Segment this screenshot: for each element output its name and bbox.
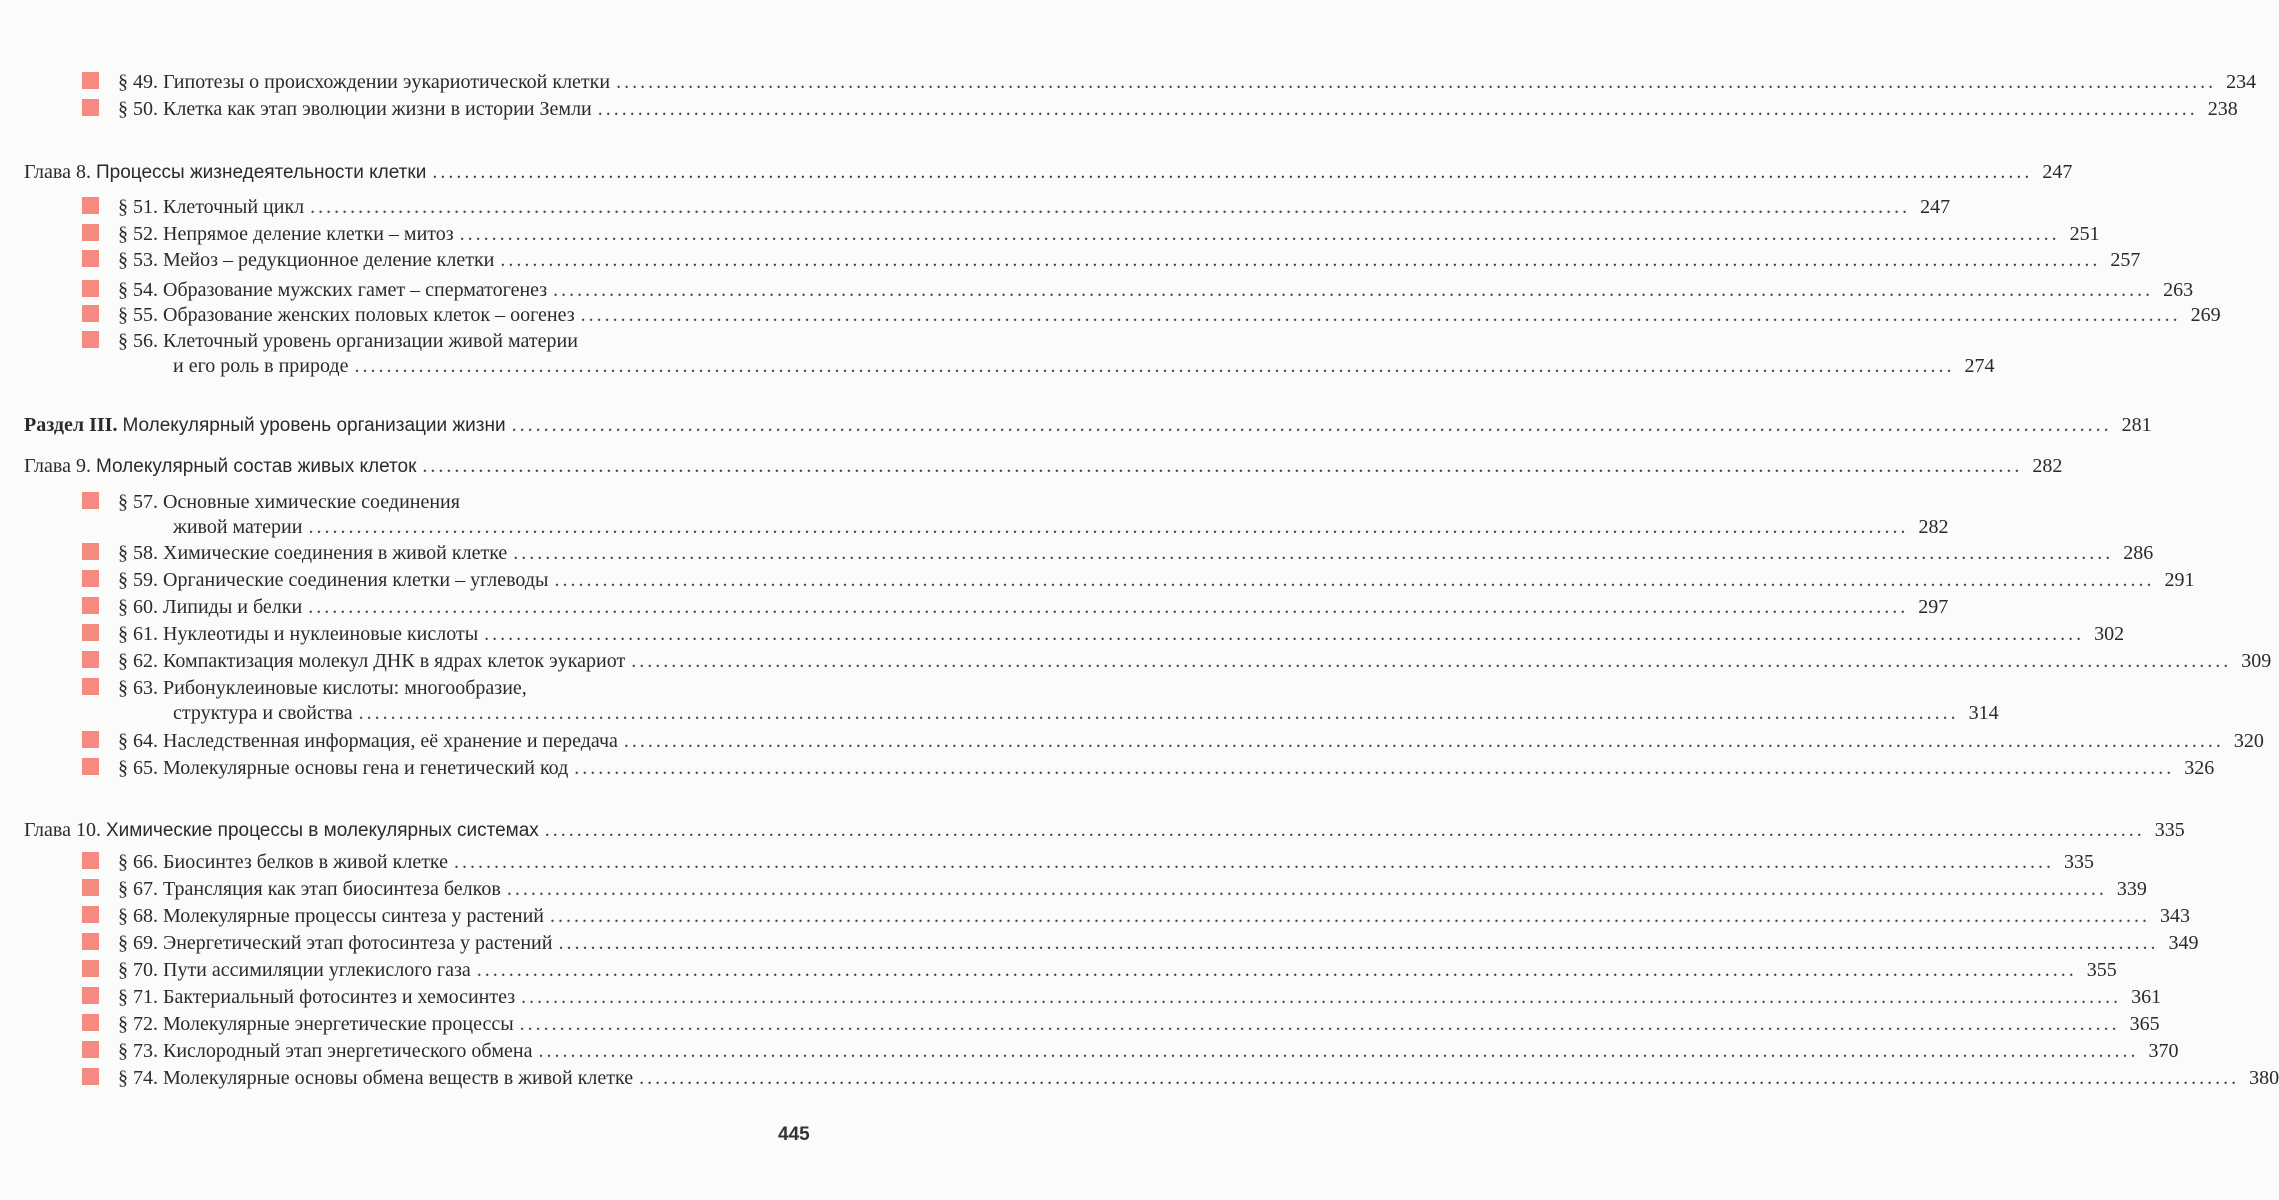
paragraph-marker-icon [82,960,99,977]
paragraph-marker-icon [82,879,99,896]
entry-page-number: 309 [2241,650,2272,672]
dot-leader: ........................................................................................................................................................................................................ [623,730,2224,752]
entry-title: Трансляция как этап биосинтеза белков [163,878,501,900]
entry-page-number: 326 [2184,757,2215,779]
paragraph-number: § 54. [118,279,158,301]
entry-title: Кислородный этап энергетического обмена [163,1040,533,1062]
paragraph-number: § 70. [118,959,158,981]
paragraph-marker-icon [82,570,99,587]
entry-title: Энергетический этап фотосинтеза у растений [163,932,553,954]
entry-title: Липиды и белки [163,596,303,618]
entry-page-number: 335 [2064,851,2095,873]
toc-paragraph-entry[interactable] [0,930,2199,956]
toc-paragraph-entry[interactable] [0,648,2272,674]
entry-page-number: 247 [1920,196,1951,218]
entry-page-number: 314 [1968,702,1999,724]
paragraph-marker-icon [82,987,99,1004]
paragraph-marker-icon [82,197,99,214]
paragraph-marker-icon [82,1041,99,1058]
dot-leader: ........................................................................................................................................................................................................ [544,819,2145,841]
toc-paragraph-entry[interactable] [0,69,2257,95]
paragraph-marker-icon [82,250,99,267]
dot-leader: ........................................................................................................................................................................................................ [558,932,2159,954]
entry-title: и его роль в природе [173,355,349,377]
dot-leader: ........................................................................................................................................................................................................ [574,757,2175,779]
entry-page-number: 238 [2207,98,2238,120]
entry-page-number: 282 [2032,455,2063,477]
paragraph-number: § 62. [118,650,158,672]
toc-paragraph-entry[interactable] [0,567,2195,593]
toc-paragraph-entry[interactable] [0,247,2141,273]
dot-leader: ........................................................................................................................................................................................................ [639,1067,2240,1089]
entry-page-number: 297 [1918,596,1949,618]
toc-paragraph-entry[interactable] [0,1065,2279,1091]
entry-title: Гипотезы о происхождении эукариотической клетки [163,71,611,93]
paragraph-marker-icon [82,1068,99,1085]
heading-prefix: Раздел III. [24,414,118,436]
paragraph-number: § 66. [118,851,158,873]
toc-paragraph-entry[interactable] [0,876,2147,902]
dot-leader: ........................................................................................................................................................................................................ [554,569,2155,591]
toc-paragraph-entry[interactable] [0,755,2215,781]
paragraph-number: § 57. [118,491,158,513]
paragraph-number: § 64. [118,730,158,752]
dot-leader: ........................................................................................................................................................................................................ [513,542,2114,564]
dot-leader: ........................................................................................................................................................................................................ [432,161,2033,183]
paragraph-number: § 53. [118,249,158,271]
entry-page-number: 286 [2123,542,2154,564]
paragraph-number: § 55. [118,304,158,326]
paragraph-marker-icon [82,224,99,241]
paragraph-number: § 56. [118,330,158,352]
entry-page-number: 257 [2110,249,2141,271]
toc-paragraph-entry[interactable] [0,194,1951,220]
paragraph-marker-icon [82,597,99,614]
entry-title: Органические соединения клетки – углеводы [163,569,549,591]
toc-paragraph-entry[interactable] [0,1038,2179,1064]
paragraph-number: § 73. [118,1040,158,1062]
dot-leader: ........................................................................................................................................................................................................ [358,702,1959,724]
entry-page-number: 343 [2160,905,2191,927]
entry-title: Пути ассимиляции углекислого газа [163,959,471,981]
entry-title: Молекулярный уровень организации жизни [122,415,506,436]
entry-title: Рибонуклеиновые кислоты: многообразие, [163,677,527,699]
paragraph-number: § 68. [118,905,158,927]
entry-page-number: 349 [2168,932,2199,954]
toc-chapter-entry[interactable] [0,817,2185,843]
paragraph-number: § 51. [118,196,158,218]
toc-section-entry[interactable] [0,412,2152,438]
dot-leader: ........................................................................................................................................................................................................ [310,196,1911,218]
entry-page-number: 335 [2154,819,2185,841]
dot-leader: ........................................................................................................................................................................................................ [354,355,1955,377]
paragraph-marker-icon [82,678,99,695]
dot-leader: ........................................................................................................................................................................................................ [550,905,2151,927]
entry-page-number: 281 [2121,414,2152,436]
entry-title: Бактериальный фотосинтез и хемосинтез [163,986,516,1008]
paragraph-marker-icon [82,758,99,775]
entry-title: Химические процессы в молекулярных системах [105,820,539,841]
dot-leader: ........................................................................................................................................................................................................ [500,249,2101,271]
dot-leader: ........................................................................................................................................................................................................ [511,414,2112,436]
paragraph-marker-icon [82,651,99,668]
entry-title: Молекулярные основы гена и генетический код [163,757,569,779]
paragraph-marker-icon [82,72,99,89]
entry-title: Наследственная информация, её хранение и передача [163,730,618,752]
paragraph-marker-icon [82,280,99,297]
entry-title: Процессы жизнедеятельности клетки [95,162,427,183]
entry-page-number: 291 [2164,569,2195,591]
paragraph-number: § 65. [118,757,158,779]
paragraph-marker-icon [82,933,99,950]
dot-leader: ........................................................................................................................................................................................................ [521,986,2122,1008]
dot-leader: ........................................................................................................................................................................................................ [476,959,2077,981]
entry-title: живой материи [173,516,303,538]
paragraph-number: § 59. [118,569,158,591]
entry-title: Биосинтез белков в живой клетке [163,851,449,873]
toc-chapter-entry[interactable] [0,159,2073,185]
toc-paragraph-entry[interactable] [0,221,2100,247]
entry-title: Нуклеотиды и нуклеиновые кислоты [163,623,479,645]
paragraph-number: § 61. [118,623,158,645]
toc-paragraph-entry[interactable] [0,984,2162,1010]
entry-title: структура и свойства [173,702,353,724]
entry-title: Непрямое деление клетки – митоз [163,223,454,245]
paragraph-marker-icon [82,99,99,116]
paragraph-number: § 71. [118,986,158,1008]
heading-prefix: Глава 9. [24,455,91,477]
toc-paragraph-entry[interactable] [0,728,2264,754]
toc-paragraph-entry[interactable] [0,540,2154,566]
entry-page-number: 320 [2233,730,2264,752]
dot-leader: ........................................................................................................................................................................................................ [308,596,1909,618]
toc-paragraph-entry[interactable] [0,957,2117,983]
entry-page-number: 302 [2094,623,2125,645]
entry-page-number: 274 [1964,355,1995,377]
entry-title: Основные химические соединения [163,491,460,513]
entry-page-number: 361 [2131,986,2162,1008]
paragraph-marker-icon [82,305,99,322]
paragraph-number: § 50. [118,98,158,120]
toc-paragraph-entry[interactable] [0,594,1949,620]
entry-title: Химические соединения в живой клетке [163,542,508,564]
dot-leader: ........................................................................................................................................................................................................ [580,304,2181,326]
dot-leader: ........................................................................................................................................................................................................ [454,851,2055,873]
dot-leader: ........................................................................................................................................................................................................ [422,455,2023,477]
entry-title: Клеточный цикл [163,196,305,218]
dot-leader: ........................................................................................................................................................................................................ [616,71,2217,93]
entry-title: Молекулярные процессы синтеза у растений [163,905,545,927]
paragraph-number: § 74. [118,1067,158,1089]
paragraph-number: § 58. [118,542,158,564]
dot-leader: ........................................................................................................................................................................................................ [519,1013,2120,1035]
toc-paragraph-entry[interactable] [0,903,2191,929]
paragraph-marker-icon [82,1014,99,1031]
toc-paragraph-entry[interactable] [0,675,1999,724]
paragraph-marker-icon [82,906,99,923]
paragraph-marker-icon [82,331,99,348]
heading-prefix: Глава 10. [24,819,101,841]
entry-page-number: 370 [2148,1040,2179,1062]
dot-leader: ........................................................................................................................................................................................................ [631,650,2232,672]
entry-title: Компактизация молекул ДНК в ядрах клеток эукариот [163,650,626,672]
entry-page-number: 234 [2226,71,2257,93]
heading-prefix: Глава 8. [24,161,91,183]
entry-page-number: 380 [2249,1067,2279,1089]
entry-page-number: 355 [2086,959,2117,981]
dot-leader: ........................................................................................................................................................................................................ [538,1040,2139,1062]
paragraph-number: § 49. [118,71,158,93]
dot-leader: ........................................................................................................................................................................................................ [597,98,2198,120]
toc-paragraph-entry[interactable] [0,277,2194,303]
entry-title: Молекулярные энергетические процессы [163,1013,514,1035]
toc-paragraph-entry[interactable] [0,1011,2160,1037]
dot-leader: ........................................................................................................................................................................................................ [308,516,1909,538]
dot-leader: ........................................................................................................................................................................................................ [506,878,2107,900]
entry-page-number: 339 [2116,878,2147,900]
entry-page-number: 251 [2069,223,2100,245]
dot-leader: ........................................................................................................................................................................................................ [553,279,2154,301]
toc-paragraph-entry[interactable] [0,96,2238,122]
entry-page-number: 282 [1918,516,1949,538]
page-number: 445 [778,1124,810,1145]
paragraph-marker-icon [82,624,99,641]
entry-title: Образование женских половых клеток – оогенез [163,304,575,326]
paragraph-number: § 72. [118,1013,158,1035]
paragraph-number: § 52. [118,223,158,245]
paragraph-number: § 63. [118,677,158,699]
entry-page-number: 263 [2163,279,2194,301]
paragraph-marker-icon [82,543,99,560]
toc-paragraph-entry[interactable] [0,302,2221,328]
entry-page-number: 247 [2042,161,2073,183]
toc-paragraph-entry[interactable] [0,328,1995,377]
entry-title: Клетка как этап эволюции жизни в истории Земли [163,98,592,120]
entry-title: Клеточный уровень организации живой материи [163,330,578,352]
paragraph-number: § 60. [118,596,158,618]
toc-paragraph-entry[interactable] [0,621,2125,647]
paragraph-marker-icon [82,731,99,748]
entry-title: Молекулярный состав живых клеток [95,456,417,477]
entry-title: Молекулярные основы обмена веществ в живой клетке [163,1067,634,1089]
entry-page-number: 269 [2190,304,2221,326]
entry-page-number: 365 [2129,1013,2160,1035]
paragraph-number: § 67. [118,878,158,900]
toc-paragraph-entry[interactable] [0,849,2095,875]
paragraph-marker-icon [82,852,99,869]
entry-title: Образование мужских гамет – сперматогенез [163,279,548,301]
dot-leader: ........................................................................................................................................................................................................ [459,223,2060,245]
dot-leader: ........................................................................................................................................................................................................ [484,623,2085,645]
paragraph-number: § 69. [118,932,158,954]
entry-title: Мейоз – редукционное деление клетки [163,249,495,271]
paragraph-marker-icon [82,492,99,509]
toc-chapter-entry[interactable] [0,453,2063,479]
toc-paragraph-entry[interactable] [0,489,1949,538]
